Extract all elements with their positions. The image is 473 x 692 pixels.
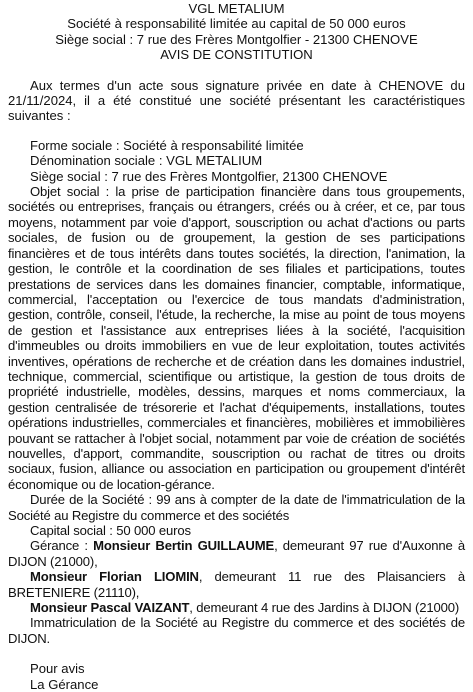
fields-block [8, 138, 465, 184]
gerance-manager-2 [8, 569, 465, 600]
gerance-manager-1 [8, 538, 465, 569]
seat-line: Siège social : 7 rue des Frères Montgolfier - 21300 CHENOVE [55, 31, 418, 47]
manager-address: , demeurant 97 rue d'Auxonne à DIJON (21000), [8, 538, 466, 569]
manager-name: Monsieur Bertin GUILLAUME [93, 538, 275, 554]
objet-social: Objet social : la prise de participation financière dans tous groupements, sociétés ou entreprises, français ou étrangers, créés ou à créer, et ce, par tous moyens, notamment par voie d'apport, souscription ou achat d'actions ou parts sociales, de fusion ou de groupement, la gestion de ses participations financières et de tous intérêts dans toutes sociétés, la direction, l'animation, la gestion, le contrôle et la coordination de ses filiales et participations, toutes prestations de services dans les domaines financier, comptable, informatique, commercial, l'acceptation ou l'exercice de tous mandats d'administration, gestion, contrôle, conseil, l'étude, la recherche, la mise au point de tous moyens de gestion et l'assistance aux entreprises liées à la société, l'acquisition d'immeubles ou droits immobiliers en vue de leur exploitation, toutes activités inventives, opérations de recherche et de création dans les domaines industriel, technique, commercial, scientifique ou artistique, la gestion de tous droits de propriété industrielle, modèles, dessins, marques et noms commerciaux, la gestion centralisée de trésorerie et l'achat d'équipements, installations, toutes opérations industrielles, commerciales et financières, mobilières et immobilières pouvant se rattacher à l'objet social, notamment par voie de création de sociétés nouvelles, d'apport, commandite, souscription ou rachat de titres ou droits sociaux, fusion, alliance ou association en participation ou groupement d'intérêt économique ou de location-gérance. [8, 184, 465, 492]
notice-title: AVIS DE CONSTITUTION [160, 47, 313, 63]
denomination-sociale: Dénomination sociale : VGL METALIUM [30, 153, 263, 169]
closing-block [8, 661, 465, 692]
immatriculation: Immatriculation de la Société au Registre du commerce et des sociétés de DIJON. [8, 615, 465, 646]
pour-avis: Pour avis [30, 661, 85, 677]
signature-gerance: La Gérance [30, 676, 99, 692]
manager-name: Monsieur Florian LIOMIN [30, 569, 199, 585]
manager-address: , demeurant 11 rue des Plaisanciers à BRETENIERE (21110), [8, 569, 466, 600]
duree-societe: Durée de la Société : 99 ans à compter de la date de l'immatriculation de la Société au Registre du commerce et des sociétés [8, 492, 465, 523]
manager-address: , demeurant 4 rue des Jardins à DIJON (21000) [189, 600, 460, 616]
siege-social: Siège social : 7 rue des Frères Montgolfier, 21300 CHENOVE [30, 168, 388, 184]
capital-social: Capital social : 50 000 euros [30, 523, 191, 538]
notice-header [8, 1, 465, 63]
intro-paragraph: Aux termes d'un acte sous signature privée en date à CHENOVE du 21/11/2024, il a été constitué une société présentant les caractéristiques suivantes : [8, 77, 465, 124]
gerance-manager-3 [8, 600, 465, 615]
manager-name: Monsieur Pascal VAIZANT [30, 600, 190, 616]
forme-sociale: Forme sociale : Société à responsabilité limitée [30, 137, 304, 153]
gerance-label: Gérance : [30, 538, 94, 554]
capital-line: Société à responsabilité limitée au capital de 50 000 euros [67, 16, 406, 32]
company-name: VGL METALIUM [188, 1, 285, 16]
